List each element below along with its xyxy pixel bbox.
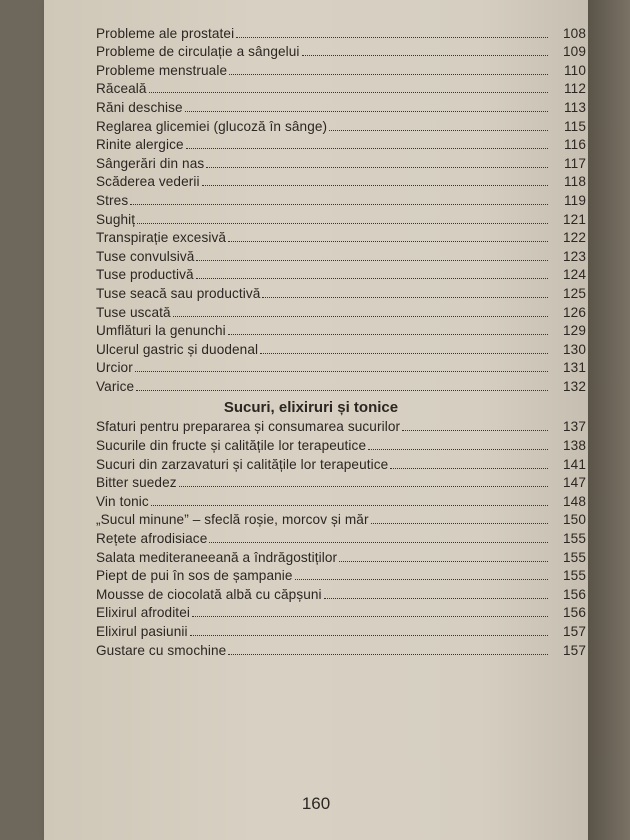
toc-entry bbox=[96, 434, 586, 453]
dot-leader bbox=[302, 55, 548, 56]
toc-entry-title: Tuse productivă bbox=[96, 267, 194, 283]
dot-leader bbox=[135, 371, 548, 372]
dot-leader bbox=[137, 223, 548, 224]
toc-entry bbox=[96, 472, 586, 491]
toc-entry-page: 125 bbox=[563, 285, 586, 301]
toc-entry bbox=[96, 357, 586, 376]
toc-entry-page: 156 bbox=[563, 605, 586, 621]
toc-entry-title: Reglarea glicemiei (glucoză în sânge) bbox=[96, 118, 328, 134]
toc-entry-title: Sucuri din zarzavaturi și calitățile lor terapeutice bbox=[96, 456, 389, 472]
dot-leader bbox=[324, 598, 548, 599]
toc-entry-title: Tuse seacă sau productivă bbox=[96, 285, 261, 301]
dot-leader bbox=[185, 111, 548, 112]
toc-entry-title: Scăderea vederii bbox=[96, 174, 200, 190]
dot-leader bbox=[206, 167, 548, 168]
dot-leader bbox=[329, 130, 548, 131]
section-heading: Sucuri, elixiruri și tonice bbox=[223, 398, 399, 416]
toc-entry-page: 110 bbox=[564, 62, 586, 78]
toc-entry-title: Probleme de circulație a sângelui bbox=[96, 44, 300, 60]
toc-entry bbox=[96, 320, 586, 339]
toc-entry bbox=[96, 375, 586, 394]
toc-entry-title: Urcior bbox=[96, 360, 133, 376]
dot-leader bbox=[202, 185, 548, 186]
toc-entry-page: 157 bbox=[563, 624, 586, 639]
toc-entry bbox=[96, 639, 586, 658]
toc-entry-page: 155 bbox=[563, 531, 586, 547]
dot-leader bbox=[149, 92, 548, 93]
toc-entry-title: Bitter suedez bbox=[96, 475, 177, 491]
toc-entry-page: 126 bbox=[563, 304, 586, 320]
dot-leader bbox=[228, 334, 548, 335]
toc-entry-page: 155 bbox=[563, 549, 586, 565]
toc-entry-title: Transpirație excesivă bbox=[96, 230, 227, 246]
toc-entry bbox=[96, 620, 586, 639]
toc-entry-title: Vin tonic bbox=[96, 493, 149, 509]
dot-leader bbox=[402, 430, 548, 431]
toc-entry-title: Elixirul pasiunii bbox=[96, 624, 188, 639]
toc-entry-title: Varice bbox=[96, 378, 135, 394]
toc-entry-title: Probleme ale prostatei bbox=[96, 25, 235, 41]
dot-leader bbox=[136, 390, 548, 391]
table-of-contents bbox=[96, 22, 586, 658]
toc-entry bbox=[96, 264, 586, 283]
toc-entry bbox=[96, 546, 586, 565]
toc-entry bbox=[96, 602, 586, 621]
toc-entry-page: 131 bbox=[563, 360, 586, 376]
dot-leader bbox=[339, 561, 548, 562]
toc-entry bbox=[96, 59, 586, 78]
dot-leader bbox=[368, 449, 548, 450]
toc-entry-title: Mousse de ciocolată albă cu căpșuni bbox=[96, 586, 322, 602]
toc-entry-title: Tuse uscată bbox=[96, 304, 171, 320]
toc-entry-title: Sfaturi pentru prepararea și consumarea sucurilor bbox=[96, 419, 401, 435]
toc-entry-title: Sucurile din fructe și calitățile lor terapeutice bbox=[96, 438, 367, 454]
toc-entry-page: 132 bbox=[563, 378, 586, 394]
toc-entry-title: Stres bbox=[96, 192, 129, 208]
toc-entry-title: Tuse convulsivă bbox=[96, 248, 195, 264]
dot-leader bbox=[196, 278, 548, 279]
toc-entry bbox=[96, 583, 586, 602]
toc-entry bbox=[96, 301, 586, 320]
toc-entry bbox=[96, 96, 586, 115]
book-page bbox=[44, 0, 588, 840]
toc-entry-page: 112 bbox=[564, 81, 586, 97]
toc-entry-title: Probleme menstruale bbox=[96, 62, 228, 78]
toc-entry-title: Elixirul afroditei bbox=[96, 605, 190, 621]
toc-entry-page: 137 bbox=[563, 419, 586, 435]
toc-entry bbox=[96, 41, 586, 60]
dot-leader bbox=[186, 148, 548, 149]
dot-leader bbox=[190, 635, 548, 636]
toc-entry-page: 116 bbox=[564, 137, 586, 153]
toc-entry-title: Răni deschise bbox=[96, 99, 183, 115]
dot-leader bbox=[209, 542, 548, 543]
toc-entry-title: Umflături la genunchi bbox=[96, 323, 226, 339]
dot-leader bbox=[192, 616, 548, 617]
toc-entry bbox=[96, 338, 586, 357]
toc-entry-title: Sângerări din nas bbox=[96, 155, 205, 171]
toc-entry bbox=[96, 282, 586, 301]
dot-leader bbox=[371, 523, 548, 524]
page-number: 160 bbox=[301, 794, 331, 813]
toc-entry-page: 123 bbox=[563, 248, 586, 264]
toc-entry bbox=[96, 453, 586, 472]
toc-entry bbox=[96, 134, 586, 153]
toc-entry-title: Sughiț bbox=[96, 211, 136, 227]
dot-leader bbox=[260, 353, 548, 354]
toc-entry-page: 108 bbox=[563, 25, 586, 41]
toc-entry-title: Gustare cu smochine bbox=[96, 642, 227, 658]
toc-entry-title: Salata mediteraneeană a îndrăgostiților bbox=[96, 549, 338, 565]
toc-entry-page: 113 bbox=[564, 99, 586, 115]
toc-section-remedies bbox=[96, 22, 586, 394]
next-page-edge bbox=[588, 0, 630, 840]
dot-leader bbox=[229, 74, 548, 75]
toc-entry-page: 157 bbox=[563, 642, 586, 658]
toc-entry-page: 122 bbox=[563, 230, 586, 246]
toc-entry-page: 119 bbox=[564, 192, 586, 208]
dot-leader bbox=[151, 505, 548, 506]
toc-entry-page: 138 bbox=[563, 438, 586, 454]
toc-entry-page: 115 bbox=[564, 118, 586, 134]
toc-section-juices bbox=[96, 416, 586, 658]
toc-entry bbox=[96, 509, 586, 528]
toc-entry-page: 130 bbox=[563, 341, 586, 357]
toc-entry-title: Răceală bbox=[96, 81, 147, 97]
toc-entry bbox=[96, 22, 586, 41]
dot-leader bbox=[173, 316, 548, 317]
dot-leader bbox=[236, 37, 548, 38]
toc-entry-title: Ulcerul gastric și duodenal bbox=[96, 341, 259, 357]
toc-entry bbox=[96, 245, 586, 264]
toc-entry bbox=[96, 565, 586, 584]
toc-entry-page: 117 bbox=[564, 155, 586, 171]
toc-entry-page: 141 bbox=[563, 456, 586, 472]
dot-leader bbox=[228, 241, 548, 242]
toc-entry-title: „Sucul minune” – sfeclă roșie, morcov și măr bbox=[96, 512, 369, 528]
dot-leader bbox=[130, 204, 548, 205]
toc-entry bbox=[96, 208, 586, 227]
dot-leader bbox=[295, 579, 548, 580]
toc-entry-page: 118 bbox=[564, 174, 586, 190]
dot-leader bbox=[228, 654, 548, 655]
toc-entry-page: 150 bbox=[563, 512, 586, 528]
dot-leader bbox=[262, 297, 548, 298]
dot-leader bbox=[179, 486, 548, 487]
toc-entry bbox=[96, 527, 586, 546]
toc-entry bbox=[96, 490, 586, 509]
toc-entry-title: Piept de pui în sos de șampanie bbox=[96, 568, 293, 584]
toc-entry-title: Rinite alergice bbox=[96, 137, 184, 153]
toc-entry bbox=[96, 189, 586, 208]
dot-leader bbox=[390, 468, 548, 469]
toc-entry-page: 109 bbox=[563, 44, 586, 60]
toc-entry bbox=[96, 78, 586, 97]
toc-entry bbox=[96, 416, 586, 435]
toc-entry-title: Rețete afrodisiace bbox=[96, 531, 208, 547]
toc-entry-page: 155 bbox=[563, 568, 586, 584]
toc-entry-page: 124 bbox=[563, 267, 586, 283]
toc-entry-page: 148 bbox=[563, 493, 586, 509]
toc-entry bbox=[96, 152, 586, 171]
toc-entry-page: 156 bbox=[563, 586, 586, 602]
toc-entry-page: 147 bbox=[563, 475, 586, 491]
toc-entry-page: 129 bbox=[563, 323, 586, 339]
toc-entry bbox=[96, 115, 586, 134]
toc-entry bbox=[96, 171, 586, 190]
toc-entry bbox=[96, 227, 586, 246]
toc-entry-page: 121 bbox=[563, 211, 586, 227]
dot-leader bbox=[196, 260, 548, 261]
